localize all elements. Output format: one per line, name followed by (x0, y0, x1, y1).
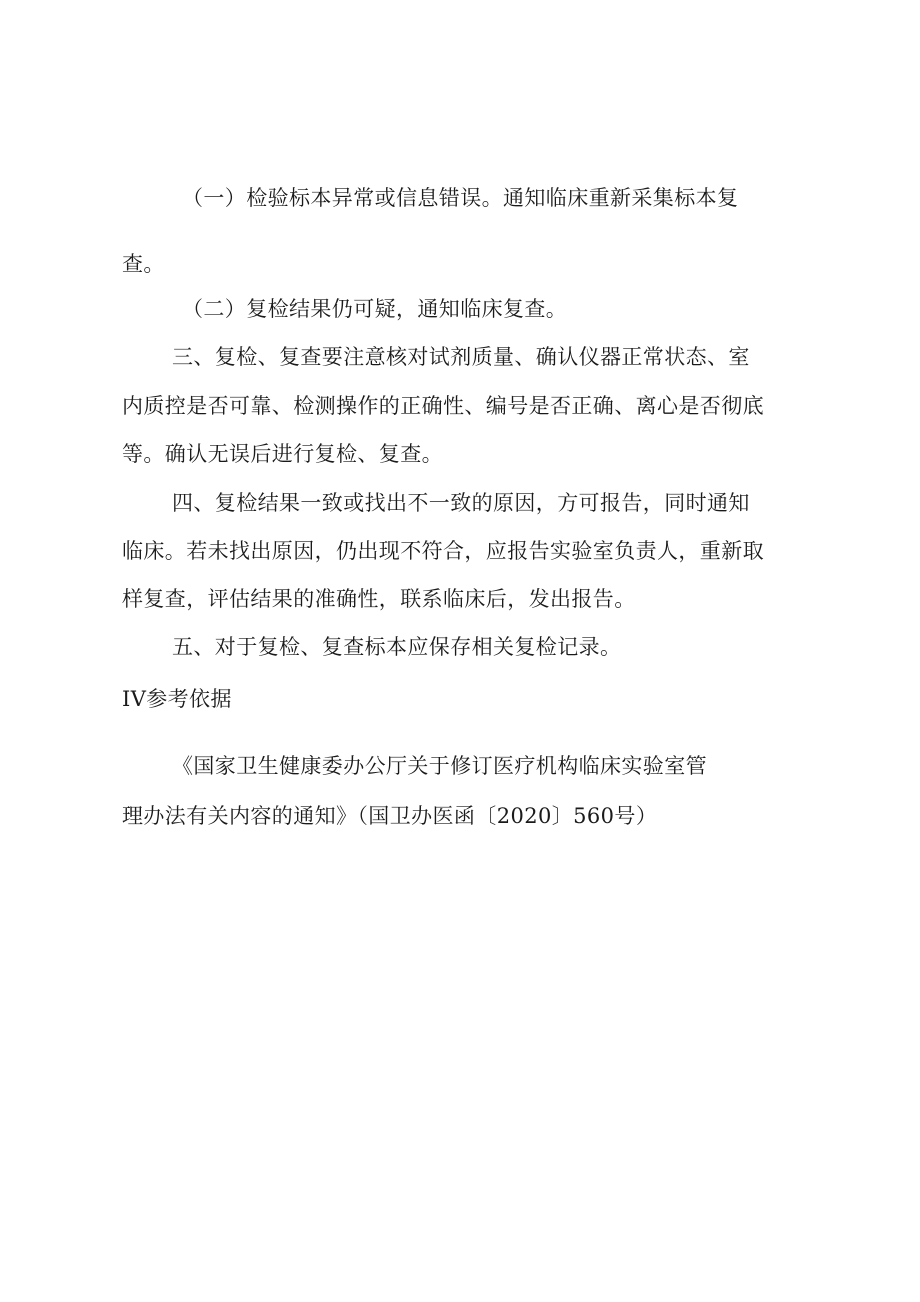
section-heading: IV参考依据 (122, 687, 232, 711)
paragraph-4-line-2: 临床。若未找出原因，仍出现不符合，应报告实验室负责人，重新取 (122, 539, 764, 563)
paragraph-4-line-1: 四、复检结果一致或找出不一致的原因，方可报告，同时通知 (172, 491, 750, 515)
paragraph-2-line-1: （二）复检结果仍可疑，通知临床复查。 (182, 297, 568, 321)
paragraph-3-line-3: 等。确认无误后进行复检、复查。 (122, 442, 443, 466)
paragraph-3-line-2: 内质控是否可靠、检测操作的正确性、编号是否正确、离心是否彻底 (122, 394, 764, 418)
paragraph-4-line-3: 样复查，评估结果的准确性，联系临床后，发出报告。 (122, 587, 636, 611)
reference-line-2: 理办法有关内容的通知》（国卫办医函〔2020〕560号） (122, 804, 658, 828)
reference-line-1: 《国家卫生健康委办公厅关于修订医疗机构临床实验室管 (172, 754, 707, 778)
paragraph-3-line-1: 三、复检、复查要注意核对试剂质量、确认仪器正常状态、室 (172, 345, 750, 369)
paragraph-1-line-1: （一）检验标本异常或信息错误。通知临床重新采集标本复 (182, 186, 739, 210)
paragraph-5-line-1: 五、对于复检、复查标本应保存相关复检记录。 (172, 635, 622, 659)
paragraph-1-line-2: 查。 (122, 252, 165, 276)
